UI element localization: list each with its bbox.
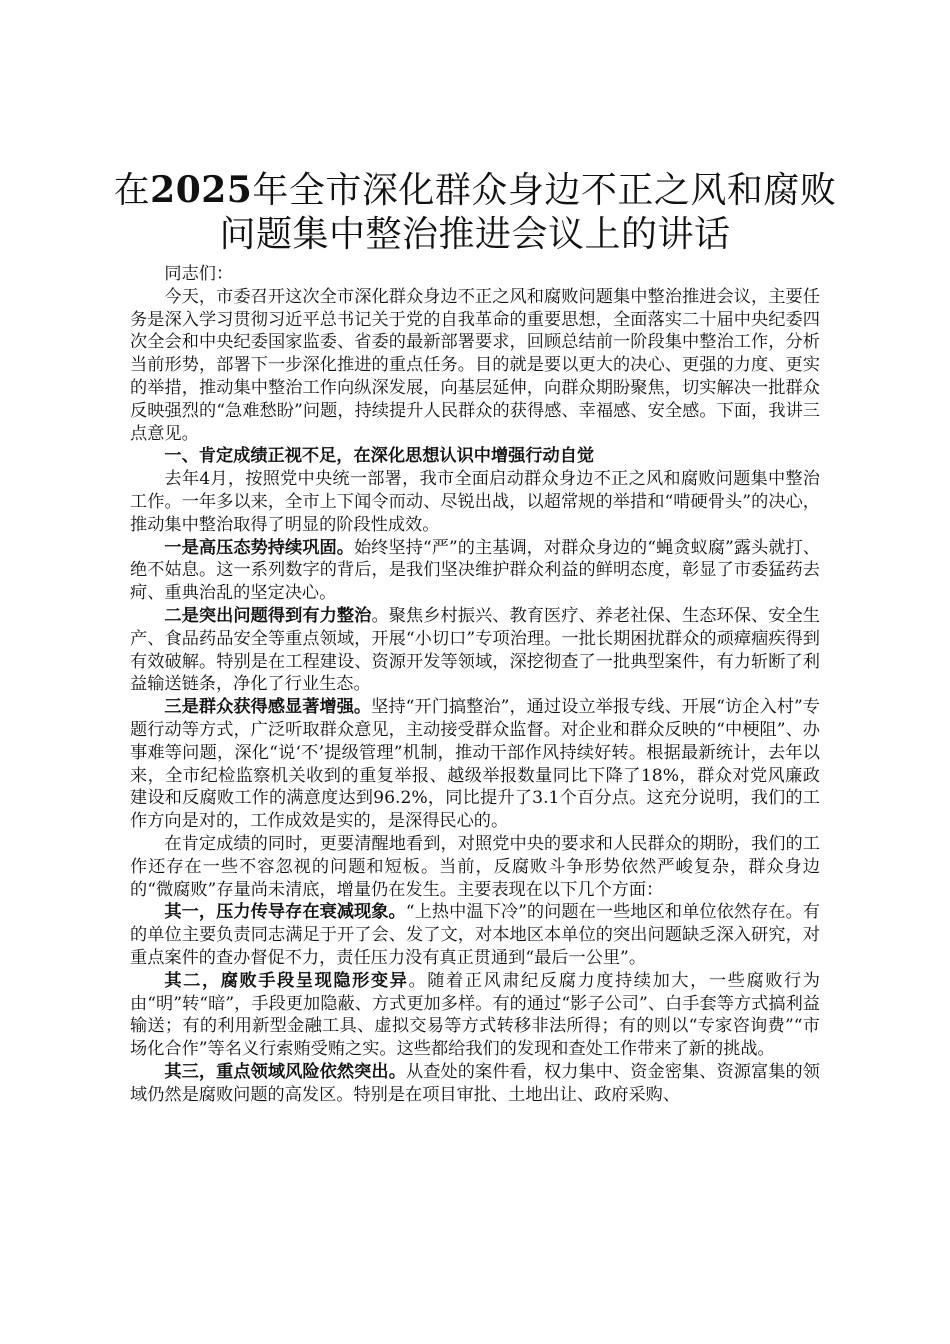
issue-2-text: 。随着正风肃纪反腐力度持续加大，一些腐败行为由“明”转“暗”，手段更加隐蔽、方式更加多样。有的通过“影子公司”、白手套等方式搞利益输送；有的利用新型金融工具、虚拟交易等方式转移非法所得；有的则以“专家咨询费”“市场化合作”等名义行索贿受贿之实。这些都给我们的发现和查处工作带来了新的挑战。	[130, 970, 820, 1060]
title-line2: 问题集中整治推进会议上的讲话	[219, 214, 731, 255]
paragraph-shortcomings: 在肯定成绩的同时，更要清醒地看到，对照党中央的要求和人民群众的期盼，我们的工作还存在一些不容忽视的问题和短板。当前，反腐败斗争形势依然严峻复杂，群众身边的“微腐败”存量尚未清底，增量仍在发生。主要表现在以下几个方面：	[130, 833, 820, 900]
title-line1	[114, 170, 837, 211]
issue-1-text: “上热中温下冷”的问题在一些地区和单位依然存在。有的单位主要负责同志满足于开了会、发了文，对本地区本单位的突出问题缺乏深入研究，对重点案件的查办督促不力，责任压力没有真正贯通到“最后一公里”。	[130, 902, 820, 968]
point-2-text: 。聚焦乡村振兴、教育医疗、养老社保、生态环保、安全生产、食品药品安全等重点领域，开展“小切口”专项治理。一批长期困扰群众的顽瘴痼疾得到有效破解。特别是在工程建设、资源开发等领域，深挖彻查了一批典型案件，有力斩断了利益输送链条，净化了行业生态。	[130, 605, 820, 695]
paragraph-intro: 今天，市委召开这次全市深化群众身边不正之风和腐败问题集中整治推进会议，主要任务是深入学习贯彻习近平总书记关于党的自我革命的重要思想，全面落实二十届中央纪委四次全会和中央纪委国家监委、省委的最新部署要求，回顾总结前一阶段集中整治工作，分析当前形势，部署下一步深化推进的重点任务。目的就是要以更大的决心、更强的力度、更实的举措，推动集中整治工作向纵深发展，向基层延伸，向群众期盼聚焦，切实解决一批群众反映强烈的“急难愁盼”问题，持续提升人民群众的获得感、幸福感、安全感。下面，我讲三点意见。	[130, 286, 820, 444]
point-3-text: 坚持“开门搞整治”，通过设立举报专线、开展“访企入村”专题行动等方式，广泛听取群众意见，主动接受群众监督。对企业和群众反映的“中梗阻”、办事难等问题，深化“说‘不’提级管理”机制，推动干部作风持续好转。根据最新统计，去年以来，全市纪检监察机关收到的重复举报、越级举报数量同比下降了18%，群众对党风廉政建设和反腐败工作的满意度达到96.2%，同比提升了3.1个百分点。这充分说明，我们的工作方向是对的，工作成效是实的，是深得民心的。	[130, 697, 820, 832]
salutation: 同志们：	[164, 264, 234, 284]
point-1-text: 始终坚持“严”的主基调，对群众身边的“蝇贪蚁腐”露头就打、绝不姑息。这一系列数字的背后，是我们坚决维护群众利益的鲜明态度，彰显了市委猛药去疴、重典治乱的坚定决心。	[130, 537, 820, 604]
paragraph-point-2	[130, 605, 820, 696]
point-1-lead: 一是高压态势持续巩固。	[164, 537, 354, 558]
paragraph-point-1	[130, 537, 820, 605]
paragraph-issue-1	[130, 901, 820, 969]
paragraph-point-3	[130, 696, 820, 833]
paragraph-issue-3	[130, 1061, 820, 1107]
issue-3-lead: 其三，重点领域风险依然突出。	[164, 1061, 406, 1082]
title-year: 2025	[150, 169, 253, 211]
title-prefix: 在	[113, 170, 151, 211]
point-3-lead: 三是群众获得感显著增强。	[164, 697, 372, 718]
paragraph-background: 去年4月，按照党中央统一部署，我市全面启动群众身边不正之风和腐败问题集中整治工作。一年多以来，全市上下闻令而动、尽锐出战，以超常规的举措和“啃硬骨头”的决心，推动集中整治取得了明显的阶段性成效。	[130, 469, 820, 535]
title-line1-rest: 年全市深化群众身边不正之风和腐败	[252, 170, 837, 211]
document-title	[110, 168, 840, 257]
document-page	[113, 168, 837, 1106]
issue-1-lead: 其一，压力传导存在衰减现象。	[164, 902, 406, 923]
section-heading-1: 一、肯定成绩正视不足，在深化思想认识中增强行动自觉	[164, 446, 595, 467]
paragraph-issue-2	[130, 970, 820, 1061]
issue-2-lead: 其二，腐败手段呈现隐形变异	[164, 970, 409, 991]
issue-3-text: 从查处的案件看，权力集中、资金密集、资源富集的领域仍然是腐败问题的高发区。特别是在项目审批、土地出让、政府采购、	[130, 1061, 820, 1105]
point-2-lead: 二是突出问题得到有力整治	[164, 605, 372, 626]
